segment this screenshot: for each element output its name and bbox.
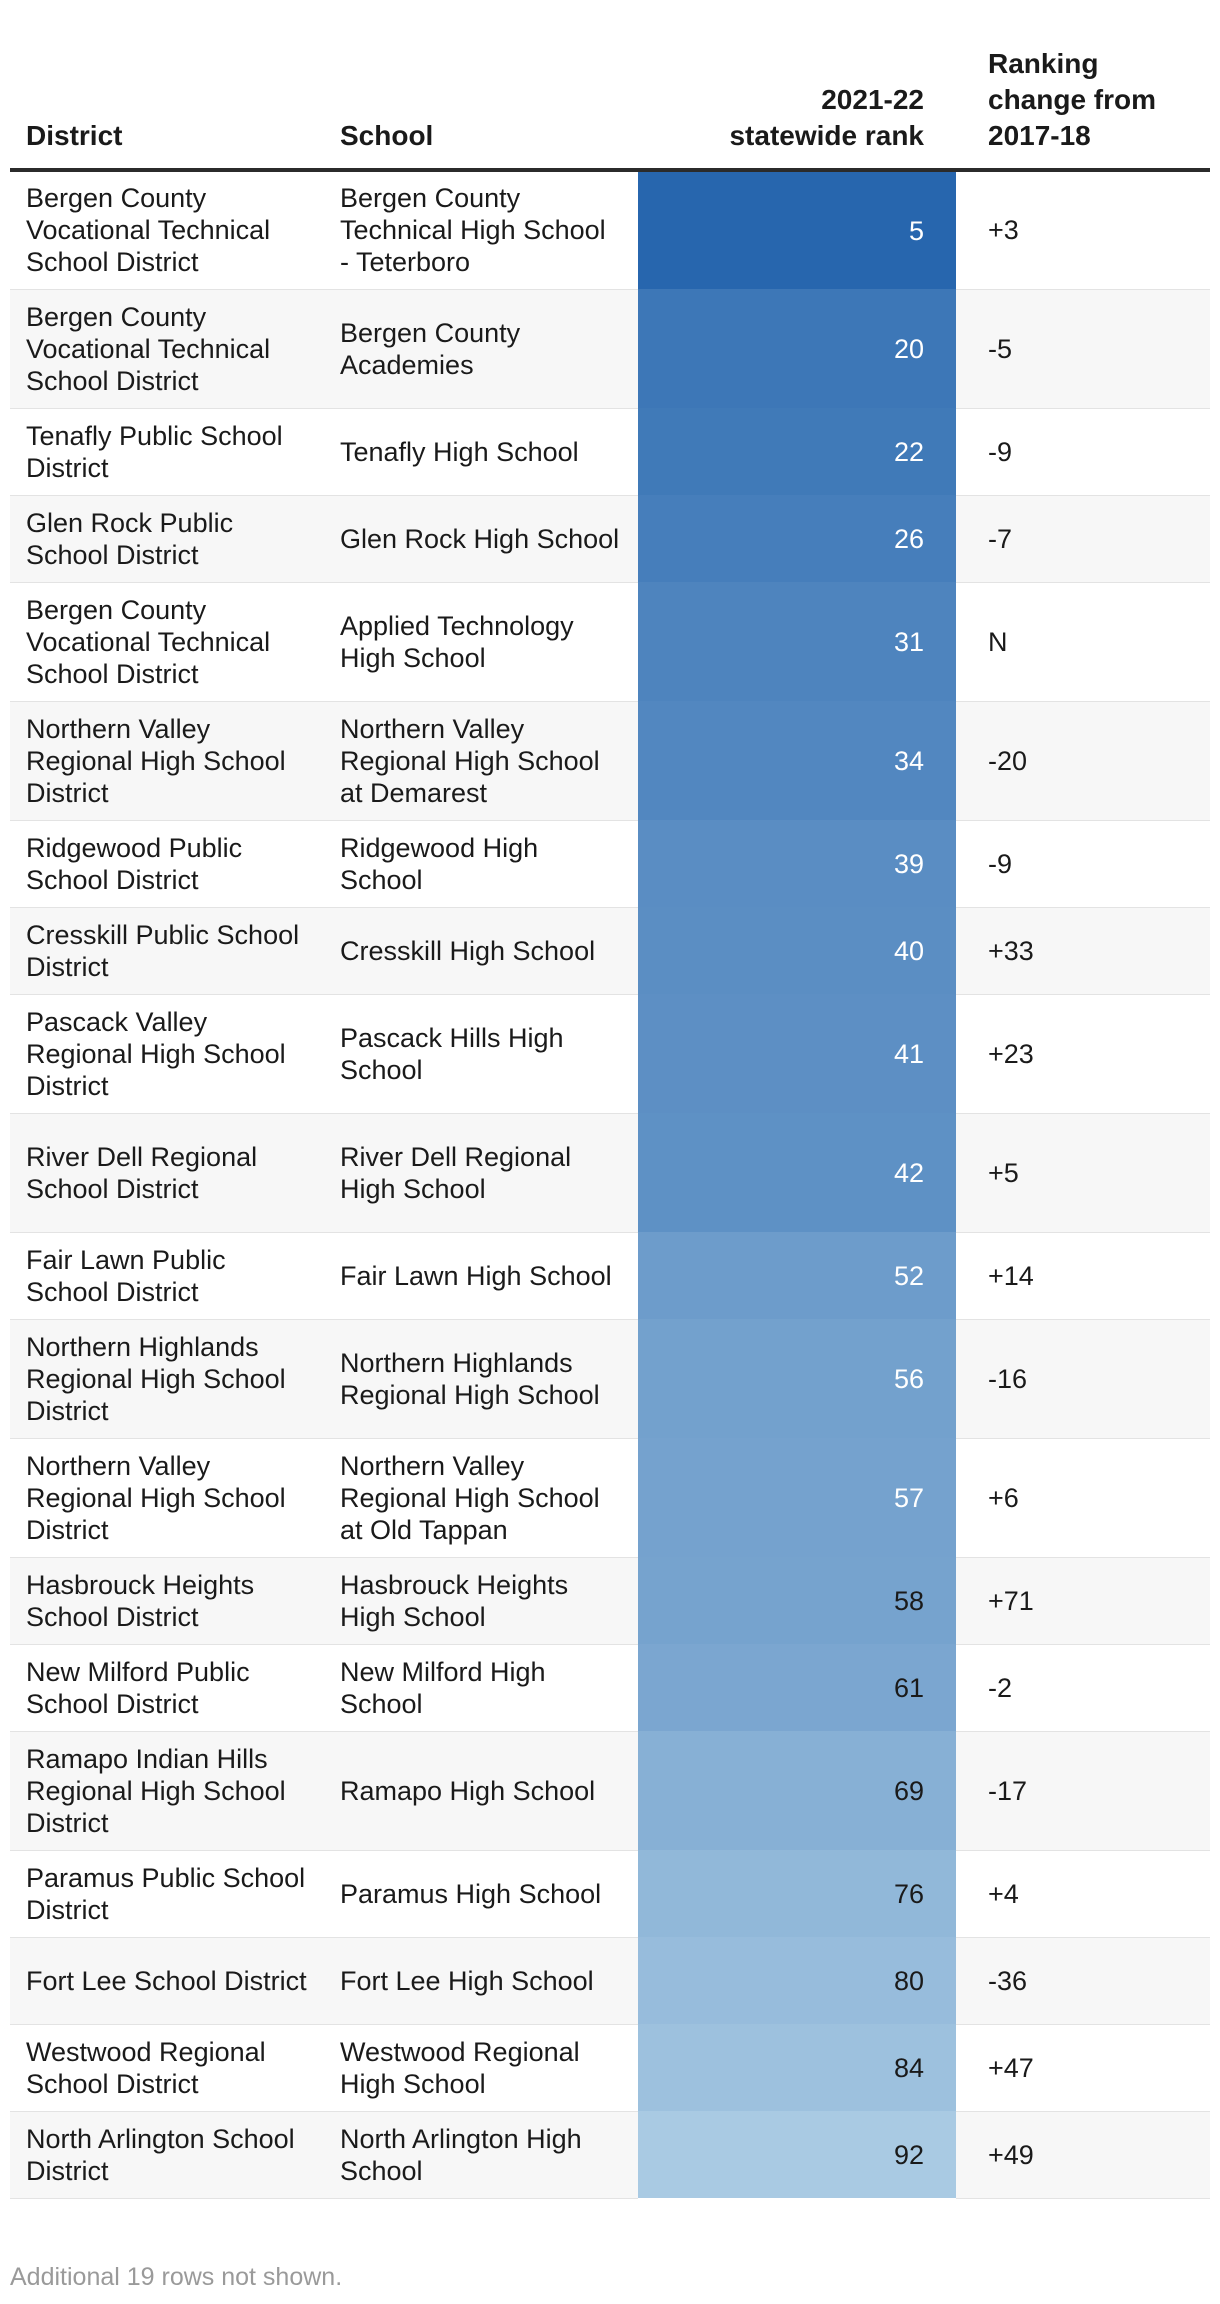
table-row xyxy=(10,701,1210,820)
rank-cell: 56 xyxy=(638,1319,956,1438)
rank-cell: 76 xyxy=(638,1850,956,1937)
school-cell: Fair Lawn High School xyxy=(324,1232,638,1319)
rank-cell: 34 xyxy=(638,701,956,820)
school-cell: Northern Valley Regional High School at Demarest xyxy=(324,701,638,820)
rank-cell: 31 xyxy=(638,582,956,701)
rank-cell: 69 xyxy=(638,1731,956,1850)
change-cell: +71 xyxy=(956,1557,1210,1644)
change-cell: +3 xyxy=(956,170,1210,289)
district-cell: River Dell Regional School District xyxy=(10,1113,324,1232)
district-cell: Westwood Regional School District xyxy=(10,2024,324,2111)
table-row xyxy=(10,907,1210,994)
change-cell: +49 xyxy=(956,2111,1210,2198)
rank-cell: 61 xyxy=(638,1644,956,1731)
rank-cell: 39 xyxy=(638,820,956,907)
school-cell: Bergen County Technical High School - Teterboro xyxy=(324,170,638,289)
change-cell: -36 xyxy=(956,1937,1210,2024)
school-cell: Northern Valley Regional High School at Old Tappan xyxy=(324,1438,638,1557)
rank-cell: 20 xyxy=(638,289,956,408)
footnote: Additional 19 rows not shown. xyxy=(10,2263,343,2291)
header-school[interactable]: School xyxy=(324,0,638,170)
rank-cell: 40 xyxy=(638,907,956,994)
header-rank-line1: 2021-22 xyxy=(821,84,924,115)
header-change-line1: Ranking xyxy=(988,48,1099,79)
change-cell: -20 xyxy=(956,701,1210,820)
district-cell: New Milford Public School District xyxy=(10,1644,324,1731)
district-cell: Bergen County Vocational Technical School District xyxy=(10,582,324,701)
district-cell: Tenafly Public School District xyxy=(10,408,324,495)
rank-cell: 5 xyxy=(638,170,956,289)
table-body xyxy=(10,170,1210,2198)
table-header xyxy=(10,0,1210,170)
school-cell: North Arlington High School xyxy=(324,2111,638,2198)
header-change-line2: change from xyxy=(988,84,1157,115)
change-cell: +23 xyxy=(956,994,1210,1113)
school-cell: Ridgewood High School xyxy=(324,820,638,907)
school-cell: Glen Rock High School xyxy=(324,495,638,582)
school-cell: Pascack Hills High School xyxy=(324,994,638,1113)
school-cell: Bergen County Academies xyxy=(324,289,638,408)
district-cell: North Arlington School District xyxy=(10,2111,324,2198)
table-row xyxy=(10,2024,1210,2111)
ranking-table xyxy=(10,0,1210,2199)
change-cell: +5 xyxy=(956,1113,1210,1232)
change-cell: +33 xyxy=(956,907,1210,994)
table-row xyxy=(10,1937,1210,2024)
rank-cell: 92 xyxy=(638,2111,956,2198)
table-row xyxy=(10,1319,1210,1438)
district-cell: Ramapo Indian Hills Regional High School District xyxy=(10,1731,324,1850)
school-cell: Applied Technology High School xyxy=(324,582,638,701)
table-row xyxy=(10,994,1210,1113)
change-cell: +47 xyxy=(956,2024,1210,2111)
district-cell: Hasbrouck Heights School District xyxy=(10,1557,324,1644)
change-cell: +4 xyxy=(956,1850,1210,1937)
change-cell: -9 xyxy=(956,408,1210,495)
table-row xyxy=(10,1113,1210,1232)
district-cell: Bergen County Vocational Technical School District xyxy=(10,170,324,289)
table-row xyxy=(10,1232,1210,1319)
rank-cell: 26 xyxy=(638,495,956,582)
change-cell: -7 xyxy=(956,495,1210,582)
header-district[interactable]: District xyxy=(10,0,324,170)
header-row xyxy=(10,0,1210,170)
rank-cell: 84 xyxy=(638,2024,956,2111)
district-cell: Northern Highlands Regional High School District xyxy=(10,1319,324,1438)
change-cell: -2 xyxy=(956,1644,1210,1731)
rank-cell: 52 xyxy=(638,1232,956,1319)
table-row xyxy=(10,1644,1210,1731)
rank-cell: 58 xyxy=(638,1557,956,1644)
district-cell: Northern Valley Regional High School District xyxy=(10,1438,324,1557)
header-rank[interactable] xyxy=(638,0,956,170)
district-cell: Fort Lee School District xyxy=(10,1937,324,2024)
district-cell: Ridgewood Public School District xyxy=(10,820,324,907)
change-cell: +6 xyxy=(956,1438,1210,1557)
table-row xyxy=(10,582,1210,701)
change-cell: -17 xyxy=(956,1731,1210,1850)
school-cell: Hasbrouck Heights High School xyxy=(324,1557,638,1644)
change-cell: -5 xyxy=(956,289,1210,408)
change-cell: +14 xyxy=(956,1232,1210,1319)
rank-cell: 22 xyxy=(638,408,956,495)
rank-cell: 57 xyxy=(638,1438,956,1557)
school-cell: New Milford High School xyxy=(324,1644,638,1731)
table-row xyxy=(10,408,1210,495)
school-cell: Paramus High School xyxy=(324,1850,638,1937)
table-row xyxy=(10,1850,1210,1937)
school-cell: Fort Lee High School xyxy=(324,1937,638,2024)
table-row xyxy=(10,820,1210,907)
district-cell: Bergen County Vocational Technical School District xyxy=(10,289,324,408)
district-cell: Cresskill Public School District xyxy=(10,907,324,994)
district-cell: Glen Rock Public School District xyxy=(10,495,324,582)
school-cell: Cresskill High School xyxy=(324,907,638,994)
table-row xyxy=(10,1557,1210,1644)
rank-cell: 80 xyxy=(638,1937,956,2024)
table-row xyxy=(10,1438,1210,1557)
rank-cell: 42 xyxy=(638,1113,956,1232)
header-change-line3: 2017-18 xyxy=(988,120,1091,151)
school-cell: Northern Highlands Regional High School xyxy=(324,1319,638,1438)
table-row xyxy=(10,170,1210,289)
rank-cell: 41 xyxy=(638,994,956,1113)
header-rank-line2: statewide rank xyxy=(729,120,924,151)
district-cell: Northern Valley Regional High School District xyxy=(10,701,324,820)
change-cell: -16 xyxy=(956,1319,1210,1438)
school-cell: Ramapo High School xyxy=(324,1731,638,1850)
district-cell: Fair Lawn Public School District xyxy=(10,1232,324,1319)
table-row xyxy=(10,289,1210,408)
table-row xyxy=(10,2111,1210,2198)
school-cell: Tenafly High School xyxy=(324,408,638,495)
table-row xyxy=(10,495,1210,582)
change-cell: N xyxy=(956,582,1210,701)
district-cell: Pascack Valley Regional High School District xyxy=(10,994,324,1113)
change-cell: -9 xyxy=(956,820,1210,907)
school-cell: River Dell Regional High School xyxy=(324,1113,638,1232)
header-change[interactable] xyxy=(956,0,1210,170)
district-cell: Paramus Public School District xyxy=(10,1850,324,1937)
school-cell: Westwood Regional High School xyxy=(324,2024,638,2111)
table-row xyxy=(10,1731,1210,1850)
